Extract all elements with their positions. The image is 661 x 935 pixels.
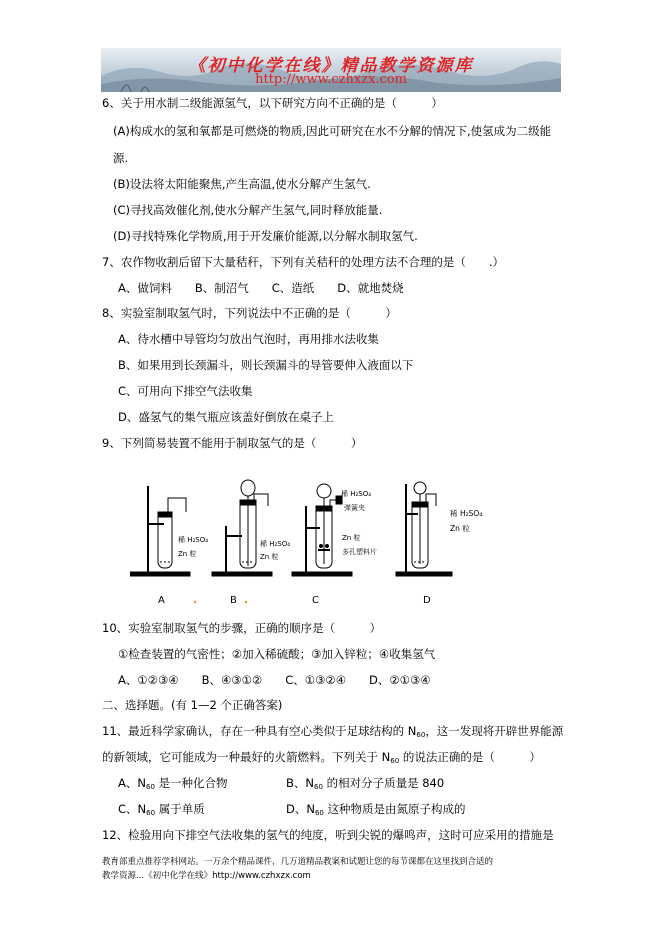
d-acid-label-1: 稀 — [450, 509, 458, 518]
q10-steps: ①检查装置的气密性；②加入稀硫酸；③加入锌粒；④收集氢气 — [118, 647, 436, 661]
q11-option-c: C、$N_{60}$ 属于单质 — [118, 802, 205, 817]
q8-option-a: A、待水槽中导管均匀放出气泡时，再用排水法收集 — [118, 332, 379, 346]
apparatus-d — [396, 482, 482, 576]
c-plate-label: 多孔塑料片 — [342, 548, 377, 556]
label-c: C — [312, 595, 319, 606]
apparatus-figure — [130, 466, 510, 606]
label-a: A — [158, 595, 165, 606]
q12-stem: 12、检验用向下排空气法收集的氢气的纯度，听到尖锐的爆鸣声，这时可应采用的措施是 — [102, 828, 554, 842]
banner-title: 《初中化学在线》精品教学资源库 — [188, 56, 474, 76]
q11-stem-line2: 的新领域，它可能成为一种最好的火箭燃料。下列关于 $N_{60}$ 的说法正确的是（ ） — [102, 750, 541, 765]
q8-option-c: C、可用向下排空气法收集 — [118, 384, 253, 398]
q6-option-a-line1: (A)构成水的氢和氧都是可燃烧的物质,因此可研究在水不分解的情况下,使氢成为二级能 — [113, 124, 552, 138]
apparatus-b — [212, 480, 290, 576]
b-acid-label: 稀 H₂SO₄ — [260, 540, 291, 548]
c-acid-label: 稀 H₂SO₄ — [341, 490, 372, 498]
a-acid-label: 稀 H₂SO₄ — [178, 536, 209, 544]
q10-stem: 10、实验室制取氢气的步骤，正确的顺序是（ ） — [102, 621, 382, 635]
q6-option-a-line2: 源. — [113, 151, 129, 165]
header-banner — [101, 48, 561, 92]
q11-option-d: D、$N_{60}$ 这种物质是由氮原子构成的 — [286, 802, 466, 817]
c-clip-label: 弹簧夹 — [344, 504, 365, 512]
yellow-dot — [194, 601, 196, 603]
footer-line-2[interactable]: 教学资源...《初中化学在线》http://www.czhxzx.com — [102, 871, 311, 881]
q7-options: A、做饲料 B、制沼气 C、造纸 D、就地焚烧 — [118, 281, 404, 295]
yellow-dot — [245, 601, 247, 603]
q11-option-b: B、$N_{60}$ 的相对分子质量是 840 — [286, 776, 445, 791]
q6-stem: 6、关于用水制二级能源氢气，以下研究方向不正确的是（ ） — [102, 96, 443, 110]
d-zn-label: Zn 粒 — [450, 524, 470, 533]
label-d: D — [423, 595, 431, 606]
d-acid-label-2: H₂SO₄ — [460, 509, 483, 518]
q7-stem: 7、农作物收割后留下大量秸秆，下列有关秸秆的处理方法不合理的是（ .） — [102, 255, 504, 269]
c-zn-label: Zn 粒 — [342, 534, 361, 542]
footer-line-1: 教育部重点推荐学科网站。一万余个精品课件，几万道精品教案和试题让您的每节课都在这里找到合适的 — [102, 857, 494, 867]
q6-option-c: (C)寻找高效催化剂,使水分解产生氢气,同时释放能量. — [113, 203, 383, 217]
banner-url[interactable]: http://www.czhxzx.com — [255, 72, 407, 87]
section2-title: 二、选择题。(有 1—2 个正确答案) — [102, 698, 283, 712]
apparatus-a — [130, 486, 208, 576]
q6-option-d: (D)寻找特殊化学物质,用于开发廉价能源,以分解水制取氢气. — [113, 229, 418, 243]
q9-stem: 9、下列简易装置不能用于制取氢气的是（ ） — [102, 436, 363, 450]
q11-option-a: A、$N_{60}$ 是一种化合物 — [118, 776, 228, 791]
q8-option-b: B、如果用到长颈漏斗，则长颈漏斗的导管要伸入液面以下 — [118, 358, 414, 372]
q11-stem-line1: 11、最近科学家确认，存在一种具有空心类似于足球结构的 $N_{60}$，这一发现将开辟世界能源 — [102, 724, 564, 739]
label-b: B — [230, 595, 237, 606]
a-zn-label: Zn 粒 — [178, 550, 197, 558]
q8-stem: 8、实验室制取氢气时，下列说法中不正确的是（ ） — [102, 306, 397, 320]
b-zn-label: Zn 粒 — [260, 553, 279, 561]
q10-options: A、①②③④ B、④③①② C、①③②④ D、②①③④ — [118, 673, 431, 687]
q6-option-b: (B)设法将太阳能聚焦,产生高温,使水分解产生氢气. — [113, 177, 371, 191]
apparatus-c — [292, 484, 377, 576]
q8-option-d: D、盛氢气的集气瓶应该盖好倒放在桌子上 — [118, 410, 334, 424]
